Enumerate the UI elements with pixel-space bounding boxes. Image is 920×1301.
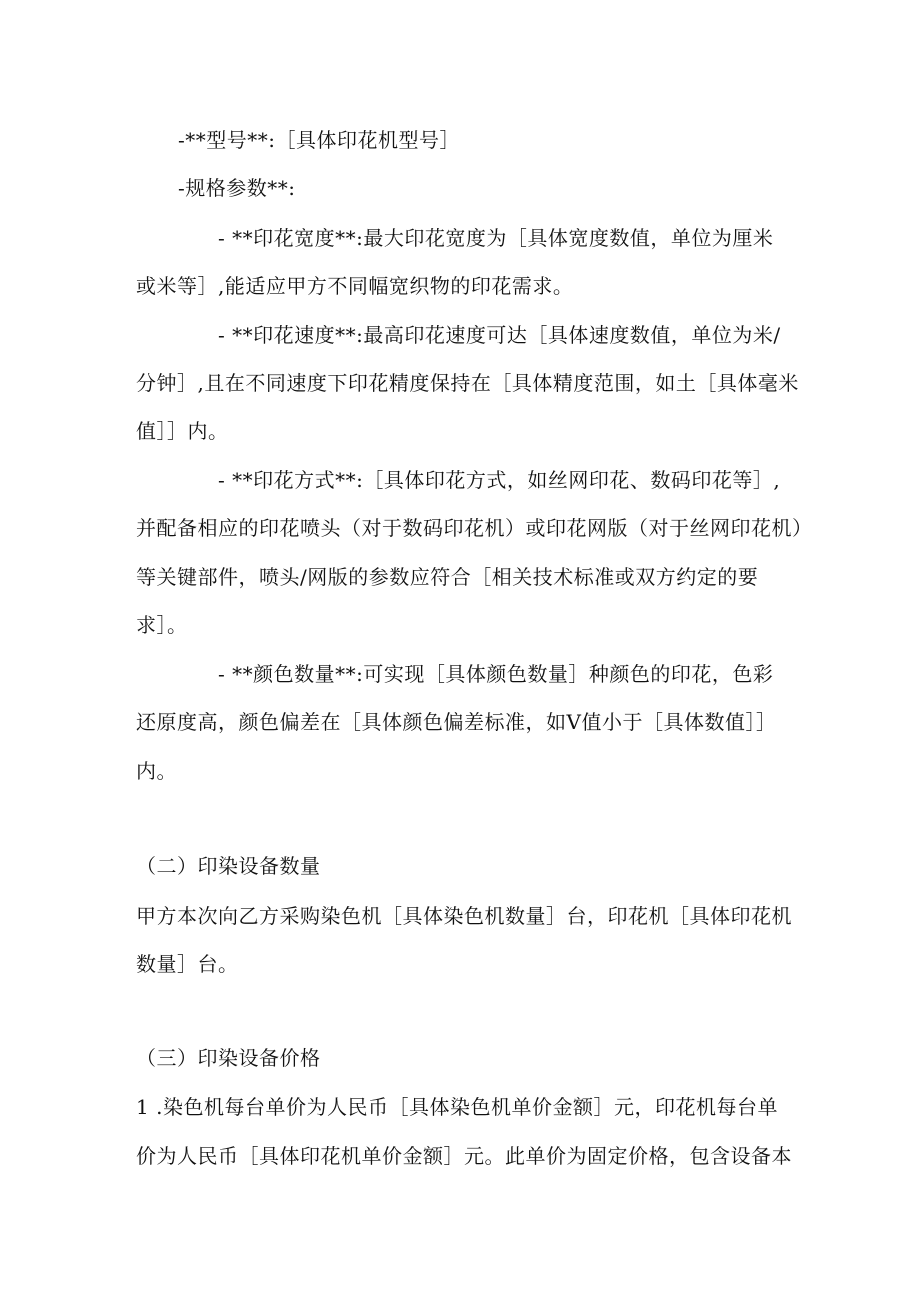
section-heading-quantity: （二）印染设备数量 xyxy=(136,854,321,878)
spec-params-heading: -规格参数**: xyxy=(178,176,296,200)
color-count-line-1: - **颜色数量**:可实现［具体颜色数量］种颜色的印花，色彩 xyxy=(218,662,774,686)
print-method-line-2: 并配备相应的印花喷头（对于数码印花机）或印花网版（对于丝网印花机） xyxy=(136,516,813,540)
price-line-2: 价为人民币［具体印花机单价金额］元。此单价为固定价格，包含设备本 xyxy=(136,1144,792,1168)
print-width-line-1: - **印花宽度**:最大印花宽度为［具体宽度数值，单位为厘米 xyxy=(218,226,774,250)
print-speed-line-2: 分钟］,且在不同速度下印花精度保持在［具体精度范围，如土［具体毫米 xyxy=(136,371,799,395)
print-method-line-3: 等关键部件，喷头/网版的参数应符合［相关技术标准或双方约定的要 xyxy=(136,565,759,589)
print-speed-line-3: 值］］内。 xyxy=(136,419,229,443)
quantity-line-2: 数量］台。 xyxy=(136,952,239,976)
print-speed-line-1: - **印花速度**:最高印花速度可达［具体速度数值，单位为米/ xyxy=(218,323,781,347)
price-line-1: 1 .染色机每台单价为人民币［具体染色机单价金额］元，印花机每台单 xyxy=(136,1095,778,1119)
color-count-line-2: 还原度高，颜色偏差在［具体颜色偏差标准，如V值小于［具体数值］］ xyxy=(136,710,777,734)
quantity-line-1: 甲方本次向乙方采购染色机［具体染色机数量］台，印花机［具体印花机 xyxy=(136,904,792,928)
print-method-line-4: 求］。 xyxy=(136,613,188,637)
print-width-line-2: 或米等］,能适应甲方不同幅宽织物的印花需求。 xyxy=(136,274,574,298)
section-heading-price: （三）印染设备价格 xyxy=(136,1046,321,1070)
spec-model-line: -**型号**:［具体印花机型号］ xyxy=(178,128,460,152)
color-count-line-3: 内。 xyxy=(136,759,177,783)
print-method-line-1: - **印花方式**:［具体印花方式，如丝网印花、数码印花等］, xyxy=(218,468,781,492)
